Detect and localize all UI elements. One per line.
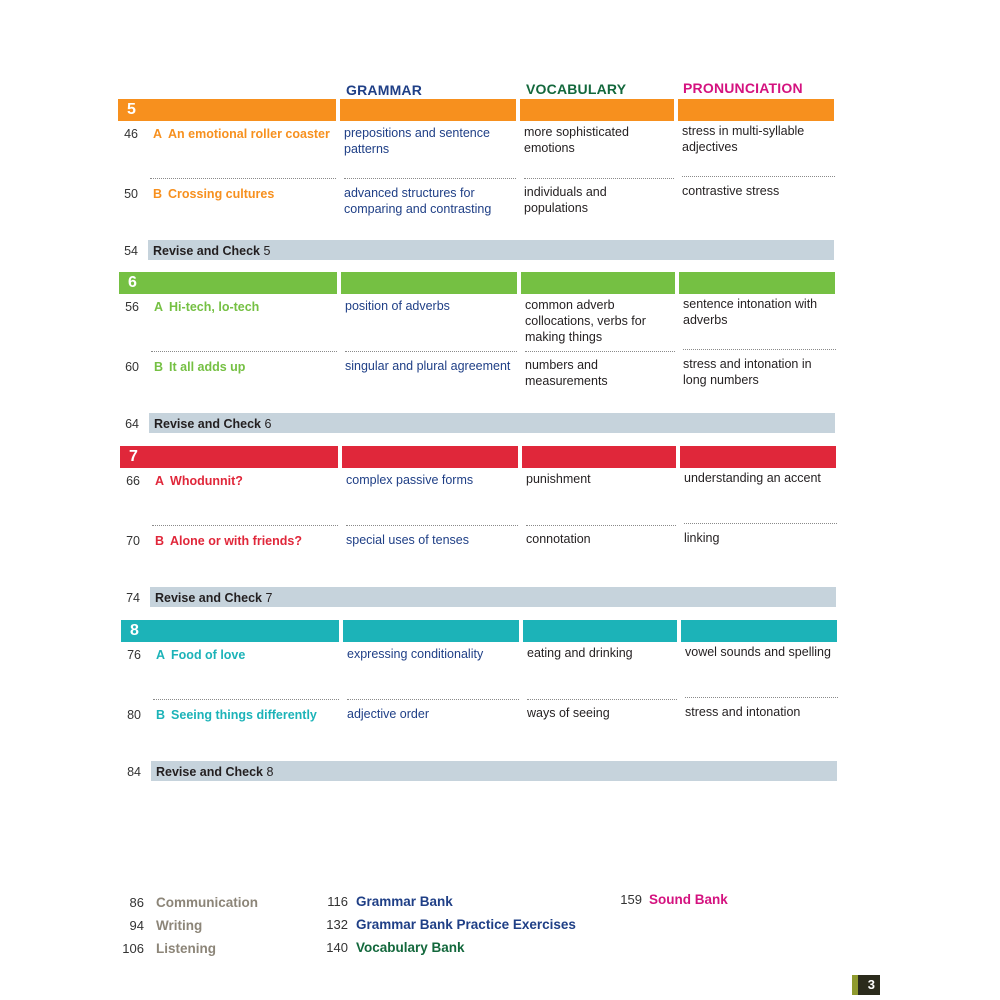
- revise-page-number: 64: [125, 417, 139, 431]
- unit-7-bar: [680, 446, 836, 468]
- row-separator: [153, 699, 339, 700]
- lesson-title-link[interactable]: [155, 534, 302, 548]
- lesson-title: An emotional roller coaster: [168, 127, 330, 141]
- bank-section-page-number: 140: [326, 940, 348, 955]
- unit-7-bar: [120, 446, 338, 468]
- lesson-title: Food of love: [171, 648, 246, 662]
- back-section-page-number: 94: [129, 918, 144, 933]
- lesson-title-link[interactable]: [153, 127, 330, 141]
- lesson-letter: A: [153, 127, 163, 141]
- lesson-page-number: 60: [125, 360, 139, 374]
- vocabulary-cell: punishment: [526, 472, 591, 486]
- vocabulary-header: VOCABULARY: [526, 81, 627, 97]
- pronunciation-cell: contrastive stress: [682, 184, 780, 198]
- row-separator: [525, 351, 675, 352]
- row-separator: [152, 525, 338, 526]
- pronunciation-cell: sentence intonation with adverbs: [683, 297, 818, 327]
- vocabulary-cell: ways of seeing: [527, 706, 610, 720]
- revise-page-number: 84: [127, 765, 141, 779]
- unit-8-bar: [681, 620, 837, 642]
- pronunciation-header: PRONUNCIATION: [683, 80, 803, 96]
- unit-number: 6: [128, 274, 137, 291]
- revise-and-check-label: [156, 765, 273, 779]
- row-separator: [150, 178, 336, 179]
- lesson-title: Seeing things differently: [171, 708, 317, 722]
- lesson-title-link[interactable]: [155, 474, 243, 488]
- bank-section-page-number: 116: [327, 894, 348, 909]
- row-separator: [151, 351, 337, 352]
- revise-label-text: Revise and Check: [155, 591, 262, 605]
- back-section-link[interactable]: Writing: [156, 918, 203, 933]
- bank-section-page-number: 132: [326, 917, 348, 932]
- lesson-letter: B: [153, 187, 163, 201]
- unit-number: 7: [129, 448, 138, 465]
- lesson-page-number: 70: [126, 534, 140, 548]
- unit-5-bar: [520, 99, 674, 121]
- vocabulary-cell: numbers and measurements: [525, 358, 608, 388]
- back-section-page-number: 86: [129, 895, 144, 910]
- row-separator: [685, 697, 838, 698]
- row-separator: [345, 351, 517, 352]
- pronunciation-cell: linking: [684, 531, 720, 545]
- revise-and-check-label: [155, 591, 272, 605]
- unit-6-bar: [341, 272, 517, 294]
- back-section-link[interactable]: Listening: [156, 941, 216, 956]
- grammar-cell: position of adverbs: [345, 299, 450, 313]
- row-separator: [684, 523, 837, 524]
- lesson-letter: A: [155, 474, 165, 488]
- lesson-title-link[interactable]: [153, 187, 274, 201]
- row-separator: [527, 699, 677, 700]
- lesson-letter: B: [156, 708, 166, 722]
- pronunciation-cell: vowel sounds and spelling: [685, 645, 831, 659]
- vocabulary-cell: individuals and populations: [524, 185, 607, 215]
- lesson-letter: B: [154, 360, 164, 374]
- page-number: 3: [867, 977, 875, 992]
- vocabulary-cell: common adverb collocations, verbs for making things: [525, 298, 646, 344]
- pronunciation-cell: understanding an accent: [684, 471, 821, 485]
- unit-7-bar: [522, 446, 676, 468]
- lesson-title: Alone or with friends?: [170, 534, 302, 548]
- unit-5-bar: [340, 99, 516, 121]
- lesson-page-number: 76: [127, 648, 141, 662]
- lesson-title: It all adds up: [169, 360, 246, 374]
- grammar-cell: advanced structures for comparing and contrasting: [344, 186, 492, 216]
- revise-unit-number: 8: [266, 765, 274, 779]
- revise-unit-number: 5: [263, 244, 271, 258]
- lesson-letter: B: [155, 534, 165, 548]
- lesson-letter: A: [156, 648, 166, 662]
- lesson-title: Whodunnit?: [170, 474, 243, 488]
- bank-section-link[interactable]: Vocabulary Bank: [356, 940, 465, 955]
- grammar-cell: expressing conditionality: [347, 647, 484, 661]
- revise-label-text: Revise and Check: [153, 244, 260, 258]
- vocabulary-cell: connotation: [526, 532, 591, 546]
- lesson-page-number: 66: [126, 474, 140, 488]
- revise-page-number: 54: [124, 244, 138, 258]
- grammar-cell: special uses of tenses: [346, 533, 469, 547]
- vocabulary-cell: more sophisticated emotions: [524, 125, 629, 155]
- lesson-title: Hi-tech, lo-tech: [169, 300, 260, 314]
- unit-8-bar: [523, 620, 677, 642]
- unit-6-bar: [521, 272, 675, 294]
- row-separator: [682, 176, 835, 177]
- unit-8-bar: [121, 620, 339, 642]
- row-separator: [524, 178, 674, 179]
- pronunciation-cell: stress and intonation in long numbers: [683, 357, 812, 387]
- lesson-title-link[interactable]: [156, 648, 245, 662]
- revise-and-check-label: [154, 417, 271, 431]
- sound-bank-link[interactable]: Sound Bank: [649, 892, 728, 907]
- bank-section-link[interactable]: Grammar Bank: [356, 894, 453, 909]
- back-section-page-number: 106: [122, 941, 144, 956]
- pronunciation-cell: stress in multi-syllable adjectives: [682, 124, 805, 154]
- lesson-title: Crossing cultures: [168, 187, 275, 201]
- revise-label-text: Revise and Check: [154, 417, 261, 431]
- row-separator: [526, 525, 676, 526]
- unit-5-bar: [678, 99, 834, 121]
- row-separator: [346, 525, 518, 526]
- revise-and-check-label: [153, 244, 270, 258]
- row-separator: [344, 178, 516, 179]
- vocabulary-cell: eating and drinking: [527, 646, 633, 660]
- lesson-page-number: 46: [124, 127, 138, 141]
- lesson-page-number: 80: [127, 708, 141, 722]
- unit-7-bar: [342, 446, 518, 468]
- row-separator: [347, 699, 519, 700]
- unit-number: 5: [127, 101, 136, 118]
- pronunciation-cell: stress and intonation: [685, 705, 801, 719]
- grammar-cell: singular and plural agreement: [345, 359, 511, 373]
- row-separator: [683, 349, 836, 350]
- revise-label-text: Revise and Check: [156, 765, 263, 779]
- revise-page-number: 74: [126, 591, 140, 605]
- lesson-page-number: 50: [124, 187, 138, 201]
- unit-6-bar: [679, 272, 835, 294]
- sound-bank-page-number: 159: [620, 892, 642, 907]
- revise-unit-number: 6: [264, 417, 272, 431]
- grammar-cell: prepositions and sentence patterns: [344, 126, 490, 156]
- back-section-link[interactable]: Communication: [156, 895, 259, 910]
- grammar-cell: complex passive forms: [346, 473, 474, 487]
- lesson-title-link[interactable]: [154, 300, 259, 314]
- unit-8-bar: [343, 620, 519, 642]
- unit-6-bar: [119, 272, 337, 294]
- revise-unit-number: 7: [265, 591, 273, 605]
- page-number-badge: [852, 975, 880, 995]
- grammar-cell: adjective order: [347, 707, 429, 721]
- bank-section-link[interactable]: Grammar Bank Practice Exercises: [356, 917, 576, 932]
- lesson-letter: A: [154, 300, 164, 314]
- lesson-page-number: 56: [125, 300, 139, 314]
- unit-5-bar: [118, 99, 336, 121]
- lesson-title-link[interactable]: [154, 360, 245, 374]
- grammar-header: GRAMMAR: [346, 82, 423, 98]
- unit-number: 8: [130, 622, 139, 639]
- lesson-title-link[interactable]: [156, 708, 317, 722]
